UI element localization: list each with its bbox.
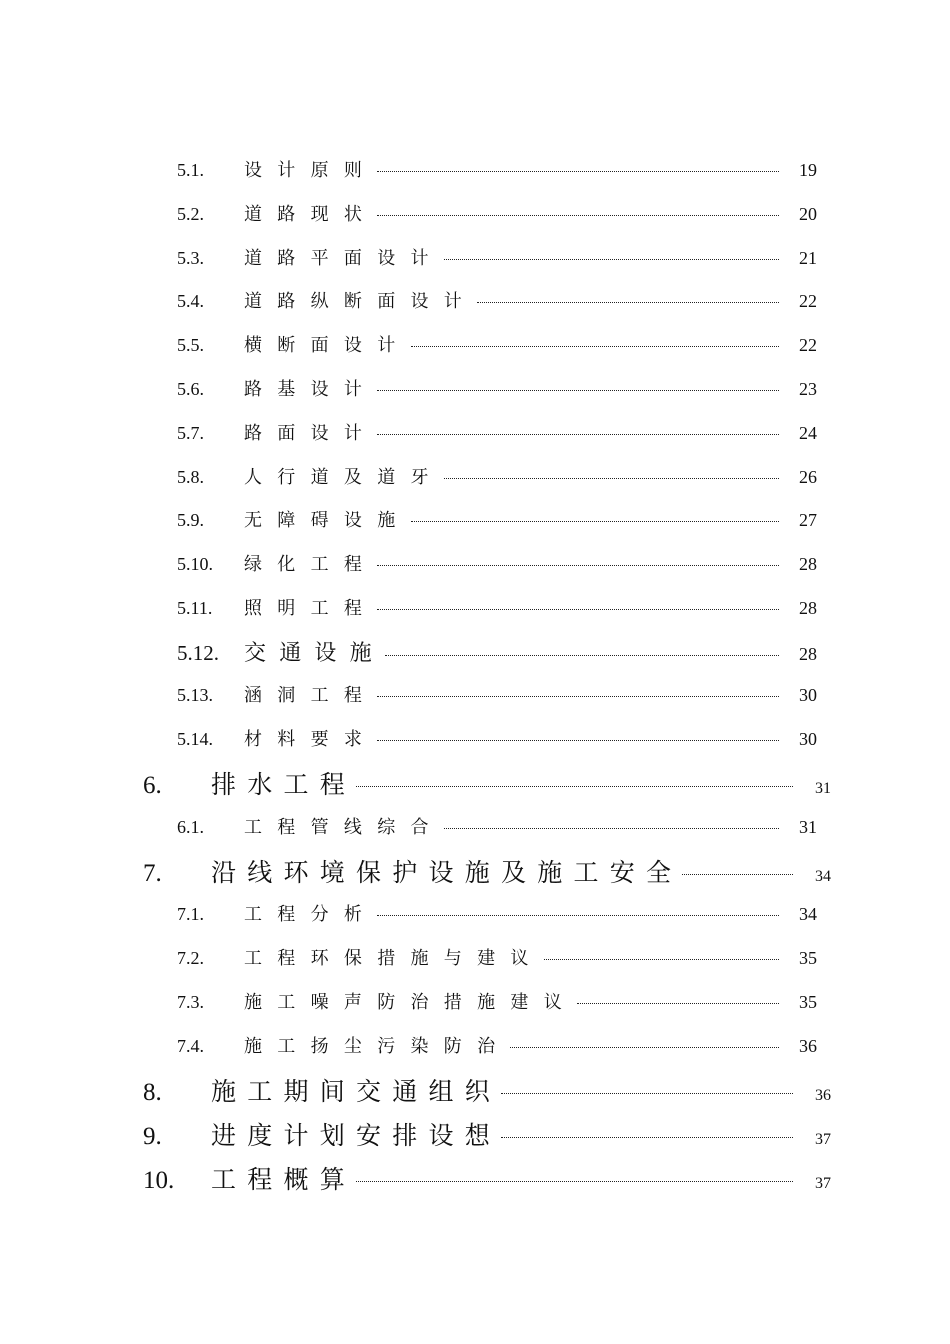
dot-leader <box>377 215 779 216</box>
toc-page-number: 36 <box>815 1087 831 1104</box>
dot-leader <box>377 696 779 697</box>
toc-number: 7.3. <box>177 992 204 1012</box>
toc-page-number: 22 <box>799 291 817 311</box>
dot-leader <box>444 828 779 829</box>
toc-title: 沿线环境保护设施及施工安全 <box>211 858 683 887</box>
toc-page-number: 28 <box>799 598 817 618</box>
toc-number: 5.9. <box>177 510 204 530</box>
toc-number: 5.7. <box>177 423 204 443</box>
toc-number: 5.10. <box>177 554 213 574</box>
toc-page-number: 24 <box>799 423 817 443</box>
toc-page-number: 36 <box>799 1036 817 1056</box>
toc-number: 7.1. <box>177 904 204 924</box>
toc-page-number: 34 <box>815 868 831 885</box>
toc-title: 进度计划安排设想 <box>211 1121 502 1150</box>
dot-leader <box>356 786 793 787</box>
toc-title: 施工期间交通组织 <box>211 1077 502 1106</box>
dot-leader <box>385 655 779 656</box>
toc-title: 工程概算 <box>211 1165 357 1194</box>
toc-entry[interactable] <box>177 463 817 489</box>
toc-entry[interactable] <box>177 375 817 401</box>
toc-number: 6. <box>143 772 162 799</box>
toc-title: 施工噪声防治措施建议 <box>244 992 577 1013</box>
toc-number: 5.1. <box>177 160 204 180</box>
toc-entry[interactable] <box>177 988 817 1014</box>
toc-entry[interactable] <box>177 944 817 970</box>
toc-title: 设计原则 <box>244 160 378 181</box>
dot-leader <box>411 346 780 347</box>
toc-number: 9. <box>143 1123 162 1150</box>
dot-leader <box>377 609 779 610</box>
toc-title: 横断面设计 <box>244 335 411 356</box>
toc-entry[interactable] <box>177 681 817 707</box>
dot-leader <box>377 171 779 172</box>
toc-chapter-entry[interactable] <box>143 1160 831 1196</box>
toc-entry[interactable] <box>177 244 817 270</box>
toc-entry[interactable] <box>177 813 817 839</box>
toc-entry[interactable] <box>177 1032 817 1058</box>
toc-number: 5.13. <box>177 685 213 705</box>
toc-chapter-entry[interactable] <box>143 853 831 889</box>
toc-entry[interactable] <box>177 636 817 667</box>
toc-page-number: 34 <box>799 904 817 924</box>
toc-page-number: 21 <box>799 248 817 268</box>
toc-page-number: 26 <box>799 467 817 487</box>
dot-leader <box>444 259 779 260</box>
dot-leader <box>501 1093 793 1094</box>
toc-number: 7. <box>143 860 162 887</box>
toc-number: 5.5. <box>177 335 204 355</box>
toc-entry[interactable] <box>177 725 817 751</box>
dot-leader <box>477 302 779 303</box>
toc-title: 无障碍设施 <box>244 510 411 531</box>
toc-number: 8. <box>143 1079 162 1106</box>
toc-title: 涵洞工程 <box>244 685 378 706</box>
toc-title: 排水工程 <box>211 770 357 799</box>
toc-page-number: 28 <box>799 644 817 664</box>
toc-number: 10. <box>143 1167 175 1194</box>
toc-number: 6.1. <box>177 817 204 837</box>
toc-number: 7.2. <box>177 948 204 968</box>
toc-title: 工程环保措施与建议 <box>244 948 544 969</box>
toc-page-number: 35 <box>799 992 817 1012</box>
toc-page-number: 35 <box>799 948 817 968</box>
toc-chapter-entry[interactable] <box>143 1116 831 1152</box>
toc-number: 5.8. <box>177 467 204 487</box>
toc-title: 道路现状 <box>244 204 378 225</box>
toc-title: 路面设计 <box>244 423 378 444</box>
toc-title: 人行道及道牙 <box>244 467 444 488</box>
toc-title: 交通设施 <box>244 641 385 666</box>
toc-page-number: 20 <box>799 204 817 224</box>
toc-number: 5.14. <box>177 729 213 749</box>
dot-leader <box>377 740 779 741</box>
toc-page-number: 37 <box>815 1175 831 1192</box>
dot-leader <box>377 565 779 566</box>
toc-page-number: 30 <box>799 729 817 749</box>
toc-page-number: 37 <box>815 1131 831 1148</box>
toc-page-number: 31 <box>799 817 817 837</box>
toc-page-number: 27 <box>799 510 817 530</box>
dot-leader <box>411 521 780 522</box>
dot-leader <box>682 874 793 875</box>
toc-page-number: 30 <box>799 685 817 705</box>
toc-entry[interactable] <box>177 594 817 620</box>
toc-title: 绿化工程 <box>244 554 378 575</box>
toc-entry[interactable] <box>177 550 817 576</box>
toc-title: 工程管线综合 <box>244 817 444 838</box>
toc-number: 5.6. <box>177 379 204 399</box>
toc-page-number: 31 <box>815 780 831 797</box>
dot-leader <box>377 434 779 435</box>
dot-leader <box>510 1047 779 1048</box>
toc-entry[interactable] <box>177 506 817 532</box>
toc-chapter-entry[interactable] <box>143 765 831 801</box>
toc-entry[interactable] <box>177 156 817 182</box>
dot-leader <box>501 1137 793 1138</box>
toc-entry[interactable] <box>177 200 817 226</box>
toc-title: 路基设计 <box>244 379 378 400</box>
toc-chapter-entry[interactable] <box>143 1072 831 1108</box>
toc-title: 工程分析 <box>244 904 378 925</box>
toc-page-number: 19 <box>799 160 817 180</box>
toc-entry[interactable] <box>177 900 817 926</box>
toc-number: 5.4. <box>177 291 204 311</box>
toc-page-number: 22 <box>799 335 817 355</box>
toc-entry[interactable] <box>177 419 817 445</box>
dot-leader <box>356 1181 793 1182</box>
toc-title: 道路纵断面设计 <box>244 291 478 312</box>
toc-title: 道路平面设计 <box>244 248 444 269</box>
dot-leader <box>377 915 779 916</box>
toc-number: 5.12. <box>177 641 219 665</box>
toc-page-number: 28 <box>799 554 817 574</box>
toc-title: 材料要求 <box>244 729 378 750</box>
dot-leader <box>577 1003 779 1004</box>
toc-number: 5.3. <box>177 248 204 268</box>
toc-page-number: 23 <box>799 379 817 399</box>
toc-title: 施工扬尘污染防治 <box>244 1036 511 1057</box>
toc-number: 5.2. <box>177 204 204 224</box>
toc-entry[interactable] <box>177 287 817 313</box>
toc-number: 5.11. <box>177 598 213 618</box>
toc-number: 7.4. <box>177 1036 204 1056</box>
toc-title: 照明工程 <box>244 598 378 619</box>
toc-entry[interactable] <box>177 331 817 357</box>
dot-leader <box>444 478 779 479</box>
dot-leader <box>544 959 779 960</box>
dot-leader <box>377 390 779 391</box>
